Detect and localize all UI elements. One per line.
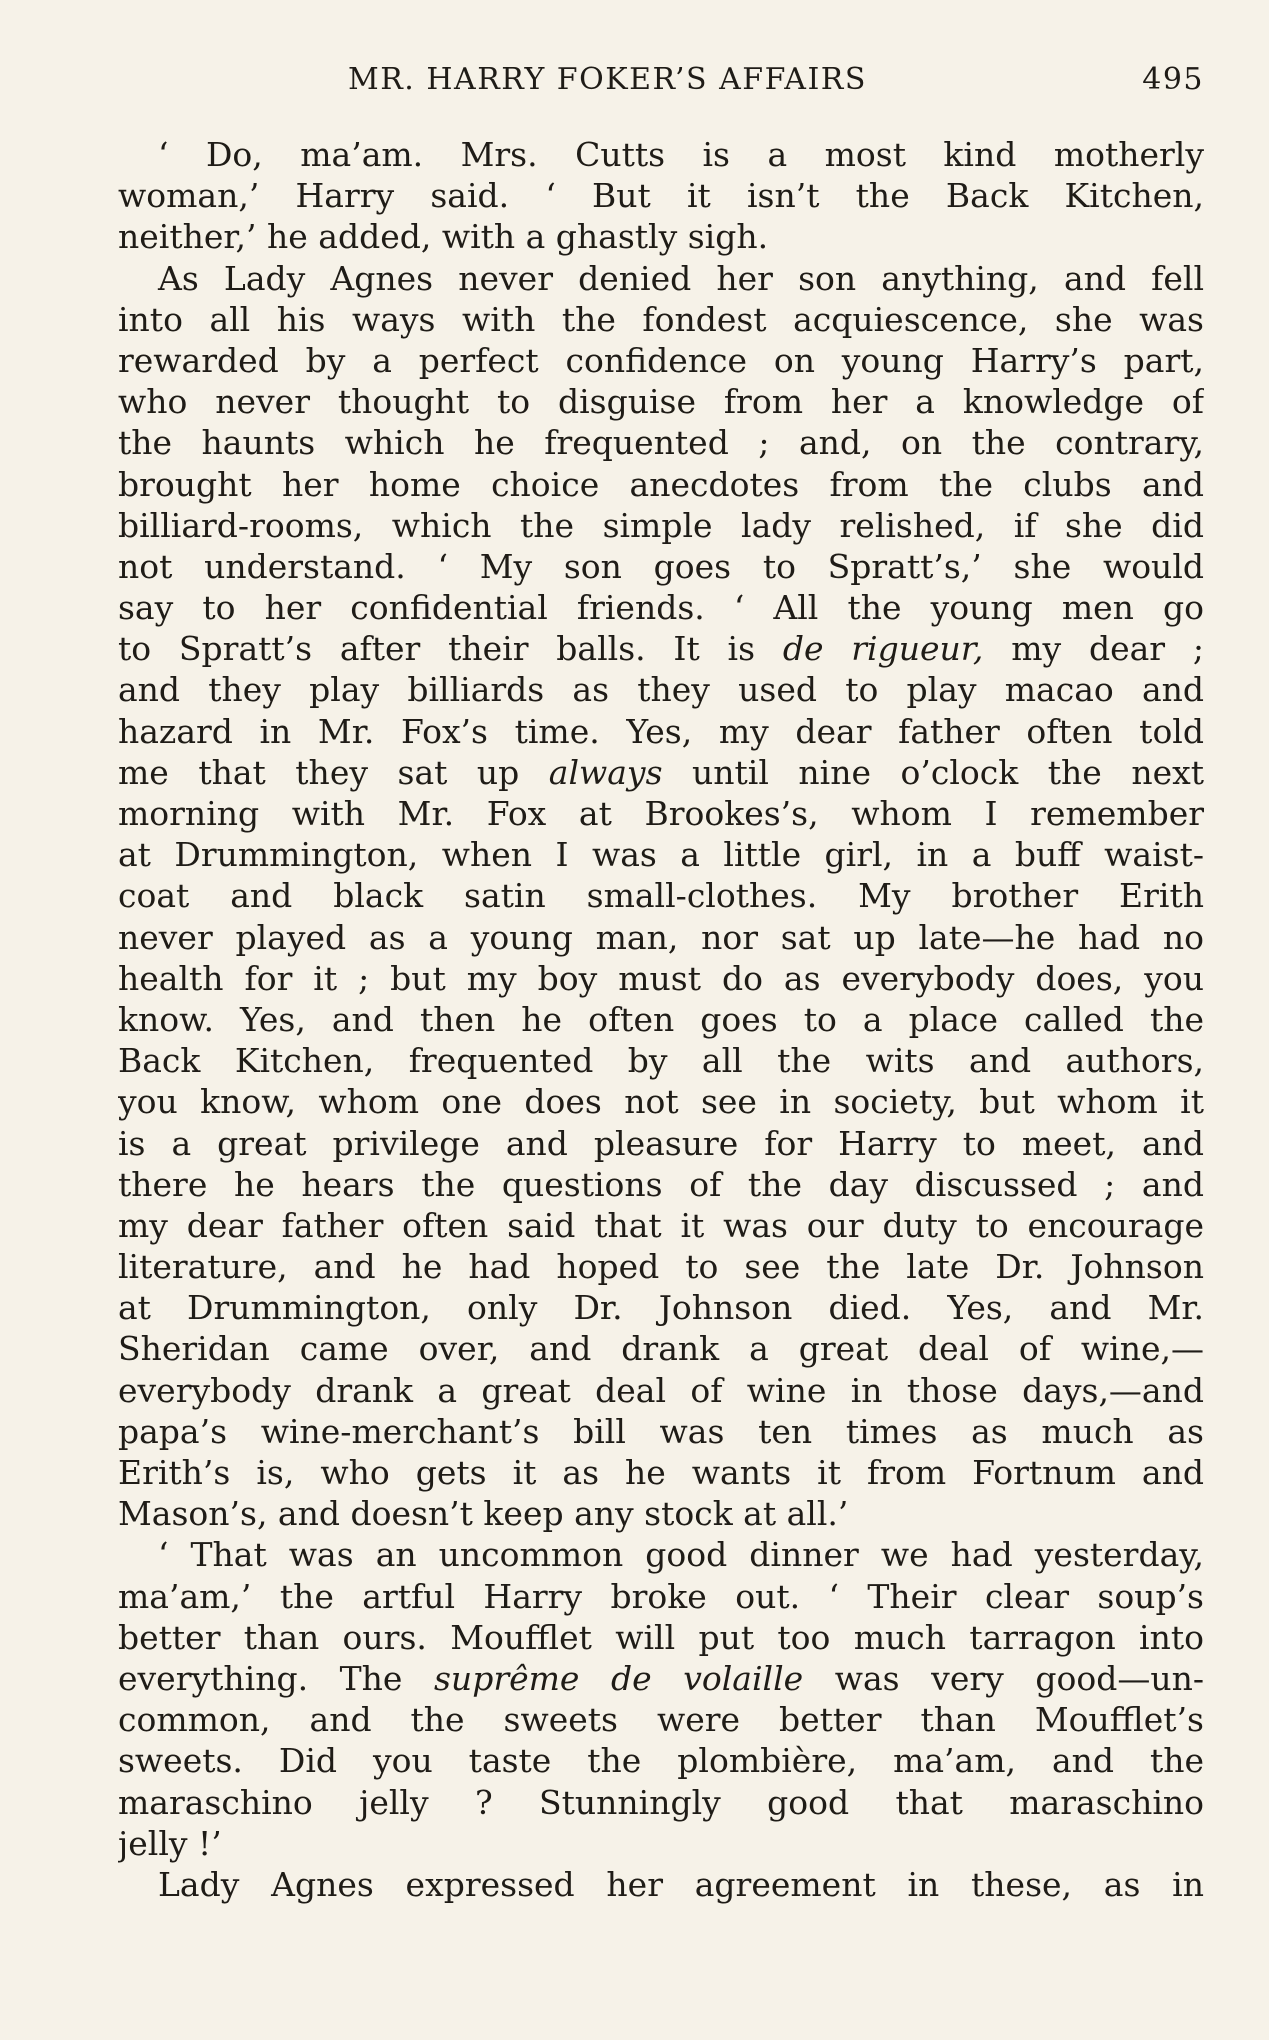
text-run: my dear ;: [983, 629, 1204, 669]
text-line: there he hears the questions of the day discussed ; and: [118, 1164, 1204, 1204]
text-line: into all his ways with the fondest acquiescence, she was: [118, 299, 1204, 339]
text-line: brought her home choice anecdotes from the clubs and: [118, 464, 1204, 504]
text-run: was very good—un-: [803, 1658, 1204, 1698]
text-line: you know, whom one does not see in society, but whom it: [118, 1082, 1204, 1122]
book-page: [118, 58, 1204, 1905]
text-line: billiard-rooms, which the simple lady relished, if she did: [118, 505, 1204, 545]
text-line: woman,’ Harry said. ‘ But it isn’t the Back Kitchen,: [118, 176, 1204, 216]
text-line: hazard in Mr. Fox’s time. Yes, my dear father often told: [118, 711, 1204, 751]
running-title: MR. HARRY FOKER’S AFFAIRS: [348, 62, 867, 97]
italic-phrase: always: [548, 752, 663, 792]
text-line: sweets. Did you taste the plombière, ma’am, and the: [118, 1741, 1204, 1781]
text-line: literature, and he had hoped to see the late Dr. Johnson: [118, 1247, 1204, 1287]
text-line: maraschino jelly ? Stunningly good that maraschino: [118, 1782, 1204, 1822]
text-line: at Drummington, when I was a little girl, in a buff waist-: [118, 835, 1204, 875]
text-line: Back Kitchen, frequented by all the wits and authors,: [118, 1041, 1204, 1081]
text-line: neither,’ he added, with a ghastly sigh.: [118, 217, 769, 257]
text-line: ‘ That was an uncommon good dinner we had yesterday,: [158, 1535, 1204, 1575]
text-line: rewarded by a perfect confidence on young Harry’s part,: [118, 340, 1204, 380]
text-run: everything. The: [118, 1658, 434, 1698]
page-number: 495: [1142, 62, 1204, 97]
text-line: better than ours. Moufflet will put too much tarragon into: [118, 1617, 1204, 1657]
text-line: [118, 1658, 1204, 1699]
text-line: As Lady Agnes never denied her son anything, and fell: [158, 258, 1204, 298]
running-head: [118, 58, 1204, 108]
text-line: Mason’s, and doesn’t keep any stock at all.’: [118, 1494, 849, 1534]
text-line: common, and the sweets were better than Moufflet’s: [118, 1700, 1204, 1740]
text-run: to Spratt’s after their balls. It is: [118, 629, 783, 669]
text-line: and they play billiards as they used to play macao and: [118, 670, 1204, 710]
body-text: [118, 134, 1204, 1905]
text-line: the haunts which he frequented ; and, on the contrary,: [118, 423, 1204, 463]
text-line: Erith’s is, who gets it as he wants it from Fortnum and: [118, 1453, 1204, 1492]
text-line: my dear father often said that it was our duty to encourage: [118, 1205, 1204, 1245]
text-run: until nine o’clock the next: [662, 752, 1204, 792]
text-line: never played as a young man, nor sat up late—he had no: [118, 917, 1204, 957]
text-line: Lady Agnes expressed her agreement in these, as in: [158, 1864, 1204, 1904]
text-line: at Drummington, only Dr. Johnson died. Yes, and Mr.: [118, 1288, 1204, 1328]
text-line: jelly !’: [118, 1823, 222, 1863]
text-line: ‘ Do, ma’am. Mrs. Cutts is a most kind motherly: [158, 135, 1204, 174]
text-line: know. Yes, and then he often goes to a place called the: [118, 999, 1204, 1039]
text-line: who never thought to disguise from her a knowledge of: [118, 382, 1204, 422]
text-line: [118, 628, 1204, 669]
text-line: Sheridan came over, and drank a great deal of wine,—: [118, 1329, 1204, 1369]
text-line: everybody drank a great deal of wine in those days,—and: [118, 1370, 1204, 1410]
text-run: me that they sat up: [118, 752, 549, 792]
text-line: not understand. ‘ My son goes to Spratt’s,’ she would: [118, 546, 1204, 586]
text-line: say to her confidential friends. ‘ All the young men go: [118, 588, 1204, 628]
italic-phrase: de rigueur,: [782, 629, 984, 669]
text-line: ma’am,’ the artful Harry broke out. ‘ Their clear soup’s: [118, 1576, 1204, 1616]
text-line: papa’s wine-merchant’s bill was ten times as much as: [118, 1411, 1204, 1451]
italic-phrase: suprême de volaille: [434, 1658, 804, 1698]
text-line: [118, 752, 1204, 793]
text-line: is a great privilege and pleasure for Harry to meet, and: [118, 1123, 1204, 1163]
text-line: coat and black satin small-clothes. My brother Erith: [118, 876, 1204, 916]
text-line: morning with Mr. Fox at Brookes’s, whom I remember: [118, 794, 1204, 833]
text-line: health for it ; but my boy must do as everybody does, you: [118, 958, 1204, 998]
